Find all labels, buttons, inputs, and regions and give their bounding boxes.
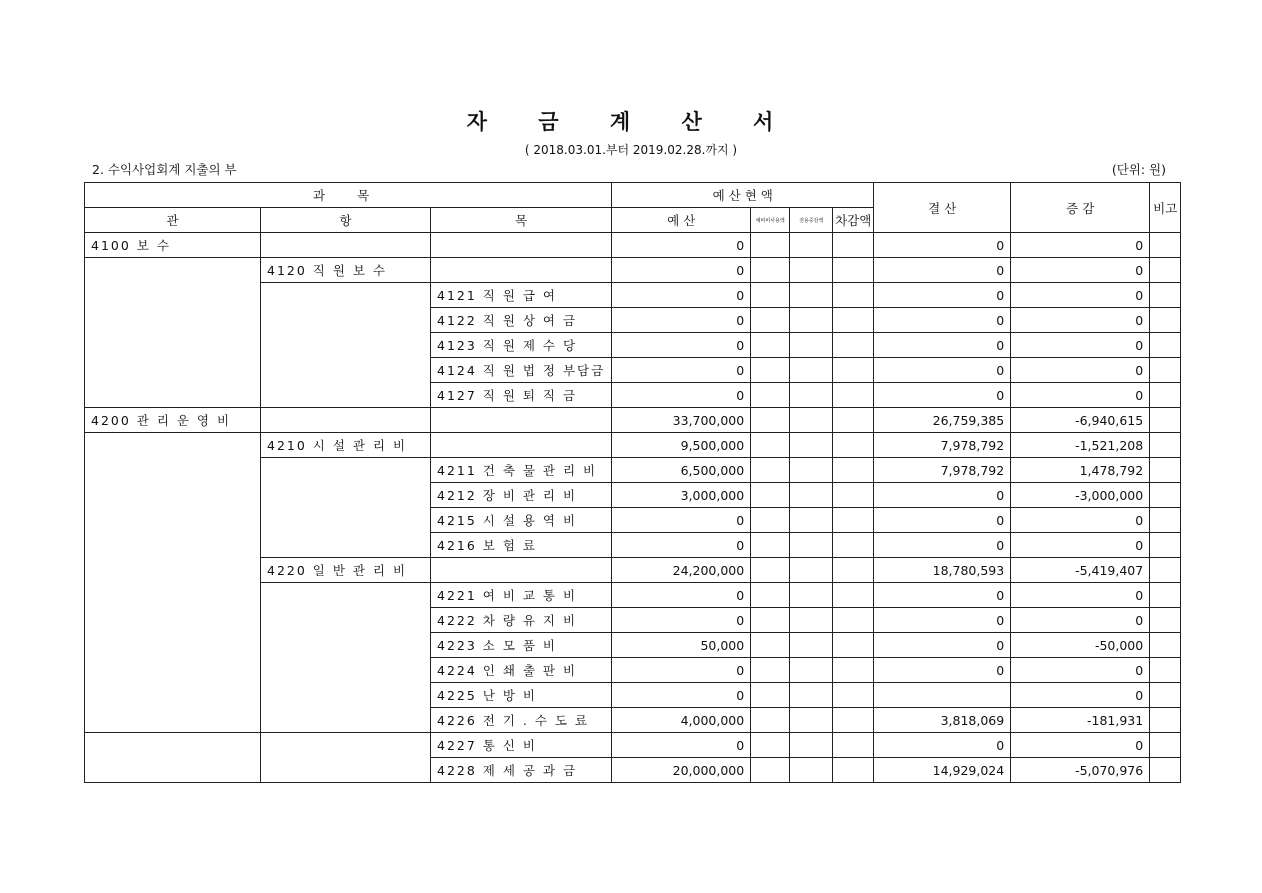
change-header: 증 감: [1011, 183, 1150, 233]
change-cell: 0: [1011, 533, 1150, 558]
settlement-cell: 7,978,792: [874, 433, 1011, 458]
note-cell: [1150, 233, 1181, 258]
diff-header: 차감액: [833, 208, 874, 233]
settlement-cell: 0: [874, 733, 1011, 758]
transfer-cell: [790, 683, 833, 708]
settlement-cell: 0: [874, 633, 1011, 658]
change-cell: -6,940,615: [1011, 408, 1150, 433]
diff-cell: [833, 608, 874, 633]
mok-cell: 4123 직 원 제 수 당: [431, 333, 612, 358]
change-cell: -1,521,208: [1011, 433, 1150, 458]
document-title: 자 금 계 산 서: [466, 110, 796, 134]
transfer-cell: [790, 583, 833, 608]
budget-cell: 50,000: [612, 633, 751, 658]
change-cell: 0: [1011, 283, 1150, 308]
settlement-cell: 0: [874, 358, 1011, 383]
mok-cell: [431, 258, 612, 283]
reserve-cell: [751, 583, 790, 608]
budget-cell: 6,500,000: [612, 458, 751, 483]
gwan-cell-empty: [85, 258, 261, 408]
settlement-cell: 0: [874, 583, 1011, 608]
gwan-header: 관: [85, 208, 261, 233]
change-cell: 0: [1011, 308, 1150, 333]
budget-cell: 0: [612, 283, 751, 308]
hang-cell-empty: [261, 583, 431, 733]
reserve-cell: [751, 458, 790, 483]
settlement-cell: 0: [874, 483, 1011, 508]
diff-cell: [833, 708, 874, 733]
reserve-cell: [751, 708, 790, 733]
mok-cell: 4228 제 세 공 과 금: [431, 758, 612, 783]
budget-cell: 4,000,000: [612, 708, 751, 733]
mok-cell: 4223 소 모 품 비: [431, 633, 612, 658]
reserve-cell: [751, 533, 790, 558]
transfer-cell: [790, 483, 833, 508]
transfer-cell: [790, 508, 833, 533]
mok-cell: 4211 건 축 물 관 리 비: [431, 458, 612, 483]
hang-cell-empty: [261, 283, 431, 408]
transfer-cell: [790, 708, 833, 733]
mok-cell: [431, 233, 612, 258]
budget-cell: 0: [612, 608, 751, 633]
diff-cell: [833, 733, 874, 758]
note-cell: [1150, 758, 1181, 783]
settlement-cell: 14,929,024: [874, 758, 1011, 783]
budget-cell: 0: [612, 533, 751, 558]
note-cell: [1150, 558, 1181, 583]
mok-cell: 4227 통 신 비: [431, 733, 612, 758]
reserve-cell: [751, 333, 790, 358]
reserve-cell: [751, 283, 790, 308]
table-row: [85, 233, 1181, 258]
change-cell: 0: [1011, 508, 1150, 533]
transfer-cell: [790, 408, 833, 433]
settlement-cell: 18,780,593: [874, 558, 1011, 583]
transfer-cell: [790, 533, 833, 558]
gwan-cell: 4100 보 수: [85, 233, 261, 258]
note-cell: [1150, 608, 1181, 633]
hang-cell: 4220 일 반 관 리 비: [261, 558, 431, 583]
diff-cell: [833, 558, 874, 583]
note-cell: [1150, 258, 1181, 283]
transfer-cell: [790, 558, 833, 583]
note-cell: [1150, 508, 1181, 533]
settlement-cell: 0: [874, 258, 1011, 283]
budget-cell: 9,500,000: [612, 433, 751, 458]
hang-cell-empty: [261, 733, 431, 783]
budget-cell: 20,000,000: [612, 758, 751, 783]
budget-cell: 0: [612, 658, 751, 683]
note-cell: [1150, 683, 1181, 708]
reserve-cell: [751, 683, 790, 708]
settlement-cell: 0: [874, 308, 1011, 333]
hang-cell: [261, 408, 431, 433]
budget-cell: 0: [612, 583, 751, 608]
diff-cell: [833, 308, 874, 333]
note-cell: [1150, 358, 1181, 383]
reserve-cell: [751, 758, 790, 783]
diff-cell: [833, 583, 874, 608]
note-cell: [1150, 533, 1181, 558]
reserve-cell: [751, 408, 790, 433]
change-cell: 1,478,792: [1011, 458, 1150, 483]
reserve-cell: [751, 633, 790, 658]
change-cell: 0: [1011, 233, 1150, 258]
diff-cell: [833, 333, 874, 358]
note-cell: [1150, 433, 1181, 458]
settlement-cell: 0: [874, 533, 1011, 558]
change-cell: 0: [1011, 683, 1150, 708]
change-cell: -3,000,000: [1011, 483, 1150, 508]
reserve-cell: [751, 308, 790, 333]
reserve-cell: [751, 508, 790, 533]
unit-label: (단위: 원): [1111, 162, 1166, 177]
transfer-cell: [790, 308, 833, 333]
gwan-cell-empty: [85, 733, 261, 783]
settlement-cell: 0: [874, 608, 1011, 633]
hang-cell: 4210 시 설 관 리 비: [261, 433, 431, 458]
mok-cell: 4212 장 비 관 리 비: [431, 483, 612, 508]
note-cell: [1150, 308, 1181, 333]
mok-cell: 4127 직 원 퇴 직 금: [431, 383, 612, 408]
budget-cell: 0: [612, 383, 751, 408]
diff-cell: [833, 633, 874, 658]
budget-cell: 24,200,000: [612, 558, 751, 583]
transfer-header: 전용증감액: [790, 208, 833, 233]
mok-cell: 4215 시 설 용 역 비: [431, 508, 612, 533]
diff-cell: [833, 458, 874, 483]
transfer-cell: [790, 758, 833, 783]
diff-cell: [833, 533, 874, 558]
subject-header: 과 목: [85, 183, 612, 208]
diff-cell: [833, 258, 874, 283]
budget-cell: 0: [612, 733, 751, 758]
gwan-cell: 4200 관 리 운 영 비: [85, 408, 261, 433]
diff-cell: [833, 358, 874, 383]
note-cell: [1150, 333, 1181, 358]
reserve-cell: [751, 483, 790, 508]
transfer-cell: [790, 458, 833, 483]
table-row: [85, 258, 1181, 283]
note-cell: [1150, 483, 1181, 508]
budget-cell: 0: [612, 308, 751, 333]
hang-cell: [261, 233, 431, 258]
diff-cell: [833, 758, 874, 783]
diff-cell: [833, 283, 874, 308]
table-row: [85, 408, 1181, 433]
transfer-cell: [790, 633, 833, 658]
note-cell: [1150, 633, 1181, 658]
reserve-cell: [751, 358, 790, 383]
diff-cell: [833, 508, 874, 533]
settlement-cell: 0: [874, 233, 1011, 258]
transfer-cell: [790, 383, 833, 408]
settlement-cell: 7,978,792: [874, 458, 1011, 483]
transfer-cell: [790, 608, 833, 633]
gwan-cell-empty: [85, 433, 261, 733]
mok-cell: 4122 직 원 상 여 금: [431, 308, 612, 333]
hang-header: 항: [261, 208, 431, 233]
note-cell: [1150, 583, 1181, 608]
hang-cell-empty: [261, 458, 431, 558]
transfer-cell: [790, 358, 833, 383]
mok-cell: 4225 난 방 비: [431, 683, 612, 708]
reserve-cell: [751, 258, 790, 283]
reserve-cell: [751, 608, 790, 633]
settlement-cell: 0: [874, 383, 1011, 408]
mok-cell: 4224 인 쇄 출 판 비: [431, 658, 612, 683]
transfer-cell: [790, 433, 833, 458]
change-cell: 0: [1011, 358, 1150, 383]
budget-cell: 3,000,000: [612, 483, 751, 508]
note-header: 비고: [1150, 183, 1181, 233]
mok-cell: 4121 직 원 급 여: [431, 283, 612, 308]
mok-cell: [431, 433, 612, 458]
reserve-cell: [751, 658, 790, 683]
transfer-cell: [790, 333, 833, 358]
settlement-cell: 0: [874, 508, 1011, 533]
mok-cell: 4221 여 비 교 통 비: [431, 583, 612, 608]
change-cell: 0: [1011, 608, 1150, 633]
budget-cell: 33,700,000: [612, 408, 751, 433]
change-cell: 0: [1011, 383, 1150, 408]
reserve-cell: [751, 233, 790, 258]
settlement-cell: [874, 683, 1011, 708]
diff-cell: [833, 233, 874, 258]
change-cell: -5,070,976: [1011, 758, 1150, 783]
note-cell: [1150, 408, 1181, 433]
note-cell: [1150, 708, 1181, 733]
fund-statement-table: [84, 182, 1181, 783]
budget-cell: 0: [612, 258, 751, 283]
change-cell: 0: [1011, 258, 1150, 283]
hang-cell: 4120 직 원 보 수: [261, 258, 431, 283]
table-row: [85, 733, 1181, 758]
settlement-cell: 26,759,385: [874, 408, 1011, 433]
note-cell: [1150, 458, 1181, 483]
diff-cell: [833, 433, 874, 458]
reserve-cell: [751, 433, 790, 458]
note-cell: [1150, 383, 1181, 408]
mok-cell: [431, 558, 612, 583]
reserve-cell: [751, 558, 790, 583]
change-cell: 0: [1011, 333, 1150, 358]
transfer-cell: [790, 658, 833, 683]
change-cell: -50,000: [1011, 633, 1150, 658]
section-label: 2. 수익사업회계 지출의 부: [92, 162, 237, 177]
settlement-header: 결 산: [874, 183, 1011, 233]
document-period: ( 2018.03.01.부터 2019.02.28.까지 ): [524, 143, 738, 157]
diff-cell: [833, 483, 874, 508]
change-cell: -181,931: [1011, 708, 1150, 733]
transfer-cell: [790, 733, 833, 758]
diff-cell: [833, 383, 874, 408]
settlement-cell: 0: [874, 283, 1011, 308]
settlement-cell: 0: [874, 658, 1011, 683]
change-cell: -5,419,407: [1011, 558, 1150, 583]
change-cell: 0: [1011, 658, 1150, 683]
settlement-cell: 0: [874, 333, 1011, 358]
change-cell: 0: [1011, 583, 1150, 608]
reserve-cell: [751, 733, 790, 758]
note-cell: [1150, 283, 1181, 308]
diff-cell: [833, 658, 874, 683]
transfer-cell: [790, 258, 833, 283]
mok-cell: [431, 408, 612, 433]
mok-cell: 4216 보 험 료: [431, 533, 612, 558]
note-cell: [1150, 658, 1181, 683]
change-cell: 0: [1011, 733, 1150, 758]
settlement-cell: 3,818,069: [874, 708, 1011, 733]
diff-cell: [833, 408, 874, 433]
budget-group-header: 예 산 현 액: [612, 183, 874, 208]
note-cell: [1150, 733, 1181, 758]
mok-cell: 4222 차 량 유 지 비: [431, 608, 612, 633]
reserve-header: 예비비사용액: [751, 208, 790, 233]
transfer-cell: [790, 283, 833, 308]
budget-cell: 0: [612, 358, 751, 383]
transfer-cell: [790, 233, 833, 258]
diff-cell: [833, 683, 874, 708]
budget-cell: 0: [612, 233, 751, 258]
mok-cell: 4226 전 기 . 수 도 료: [431, 708, 612, 733]
budget-cell: 0: [612, 333, 751, 358]
budget-cell: 0: [612, 683, 751, 708]
reserve-cell: [751, 383, 790, 408]
mok-cell: 4124 직 원 법 정 부담금: [431, 358, 612, 383]
mok-header: 목: [431, 208, 612, 233]
budget-header: 예 산: [612, 208, 751, 233]
table-row: [85, 433, 1181, 458]
budget-cell: 0: [612, 508, 751, 533]
